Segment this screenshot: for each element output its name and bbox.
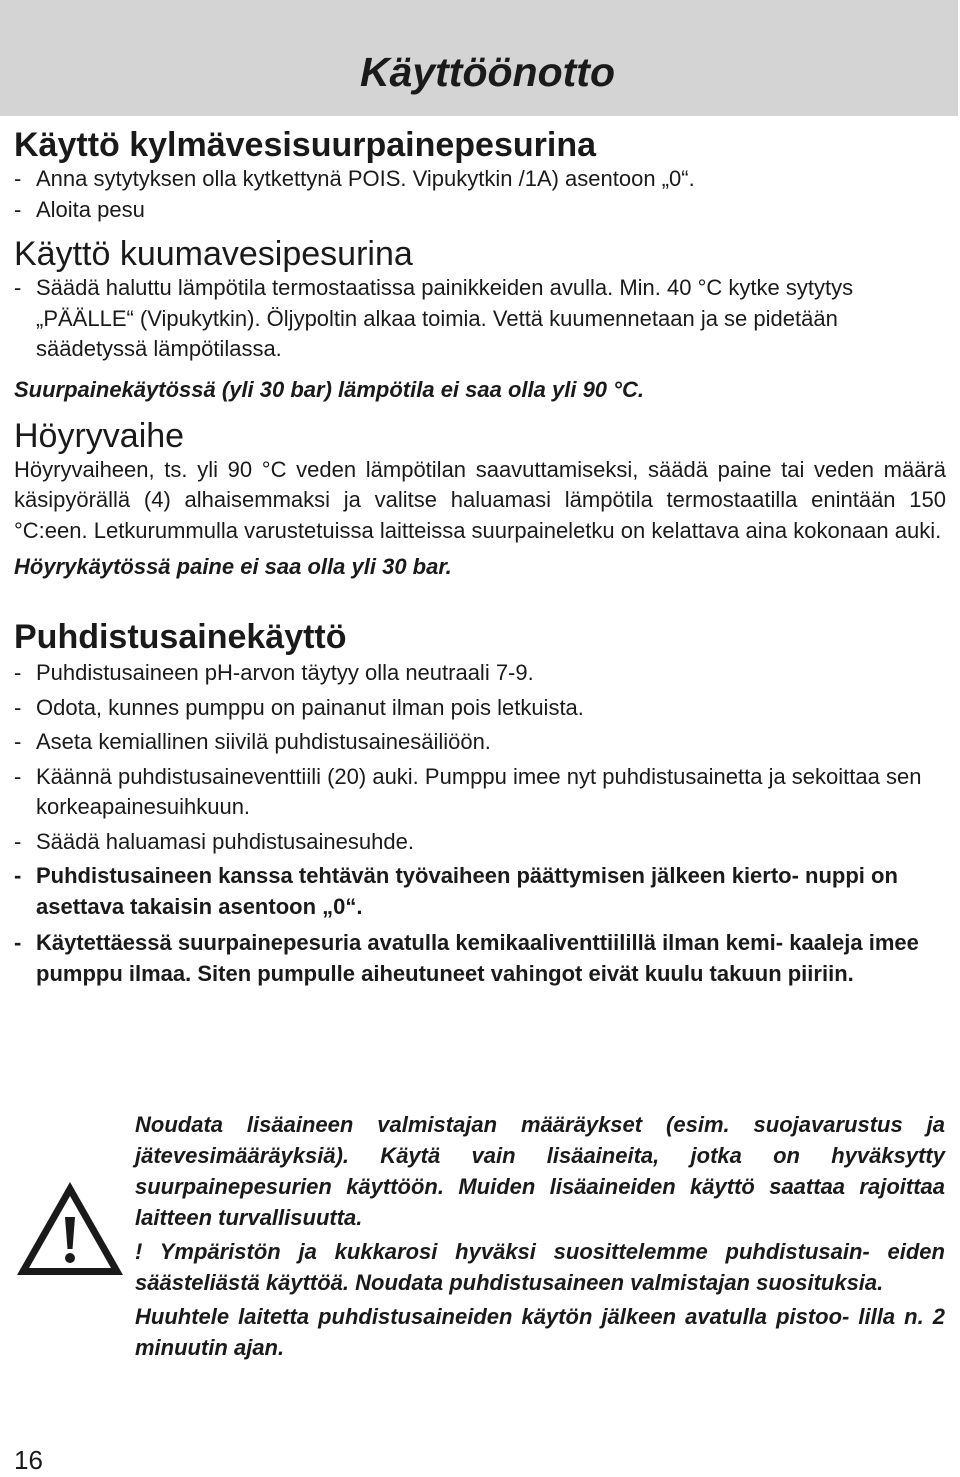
section-heading-hot: Käyttö kuumavesipesurina	[14, 235, 413, 273]
list-item: - Aseta kemiallinen siivilä puhdistusainesäiliöön.	[14, 729, 491, 754]
warning-paragraph: ! Ympäristön ja kukkarosi hyväksi suosittelemme puhdistusain- eiden säästeliästä käyttöä. Noudata puhdistusaineen valmistajan suosituksia.	[135, 1239, 945, 1295]
header-band	[0, 0, 958, 116]
list-item: - Puhdistusaineen pH-arvon täytyy olla neutraali 7-9.	[14, 660, 534, 685]
detergent-list	[14, 658, 946, 989]
list-item: - Säädä haluttu lämpötila termostaatissa painikkeiden avulla. Min. 40 °C kytke sytytys „PÄÄLLE“ (Vipukytkin). Öljypoltin alkaa toimia. Vettä kuumennetaan ja se pidetään säädetyssä lämpötilassa.	[14, 275, 854, 361]
warning-block	[0, 1109, 946, 1399]
list-item: - Puhdistusaineen kanssa tehtävän työvaiheen päättymisen jälkeen kierto- nuppi on asettava takaisin asentoon „0“.	[14, 863, 898, 919]
list-item: - Käytettäessä suurpainepesuria avatulla kemikaaliventtiilillä ilman kemi- kaaleja imee pumppu ilmaa. Siten pumpulle aiheutuneet vahingot eivät kuulu takuun piiriin.	[14, 930, 919, 986]
warning-triangle-icon	[14, 1179, 126, 1279]
steam-body: Höyryvaiheen, ts. yli 90 °C veden lämpötilan saavuttamiseksi, säädä paine tai veden määrä käsipyörällä (4) alhaisemmaksi ja valitse haluamasi lämpötila termostaatilla enintään 150 °C:een. Letkurummulla varustetuissa laitteissa suurpaineletku on kelattava aina kokonaan auki.	[14, 456, 946, 543]
section-heading-steam: Höyryvaihe	[14, 416, 185, 455]
hot-warning-note: Suurpainekäytössä (yli 30 bar) lämpötila ei saa olla yli 90 °C.	[14, 376, 644, 402]
page-number: 16	[14, 1445, 43, 1475]
steam-warning-note: Höyrykäytössä paine ei saa olla yli 30 bar.	[14, 554, 452, 579]
list-item: - Anna sytytyksen olla kytkettynä POIS. Vipukytkin /1A) asentoon „0“.	[14, 166, 695, 191]
warning-paragraph: Huuhtele laitetta puhdistusaineiden käytön jälkeen avatulla pistoo- lilla n. 2 minuutin ajan.	[135, 1304, 945, 1360]
page-title: Käyttöönotto	[359, 49, 615, 95]
list-item: - Aloita pesu	[14, 196, 145, 222]
warning-text	[135, 1109, 945, 1363]
list-item: - Käännä puhdistusaineventtiili (20) auki. Pumppu imee nyt puhdistusainetta ja sekoittaa sen korkeapainesuihkuun.	[14, 763, 922, 819]
section-heading-detergent: Puhdistusainekäyttö	[14, 618, 347, 656]
list-item: - Säädä haluamasi puhdistusainesuhde.	[14, 828, 414, 854]
warning-paragraph: Noudata lisäaineen valmistajan määräykset (esim. suojavarustus ja jätevesimääräyksiä). Käytä vain lisäaineita, jotka on hyväksytty suurpainepesurien käyttöön. Muiden lisäaineiden käyttö saattaa rajoittaa laitteen turvallisuutta.	[135, 1112, 945, 1230]
hot-list	[14, 273, 946, 365]
list-item: - Odota, kunnes pumppu on painanut ilman pois letkuista.	[14, 694, 584, 720]
section-heading-cold: Käyttö kylmävesisuurpainepesurina	[14, 126, 597, 164]
cold-list	[14, 164, 946, 225]
main-content	[14, 124, 946, 989]
